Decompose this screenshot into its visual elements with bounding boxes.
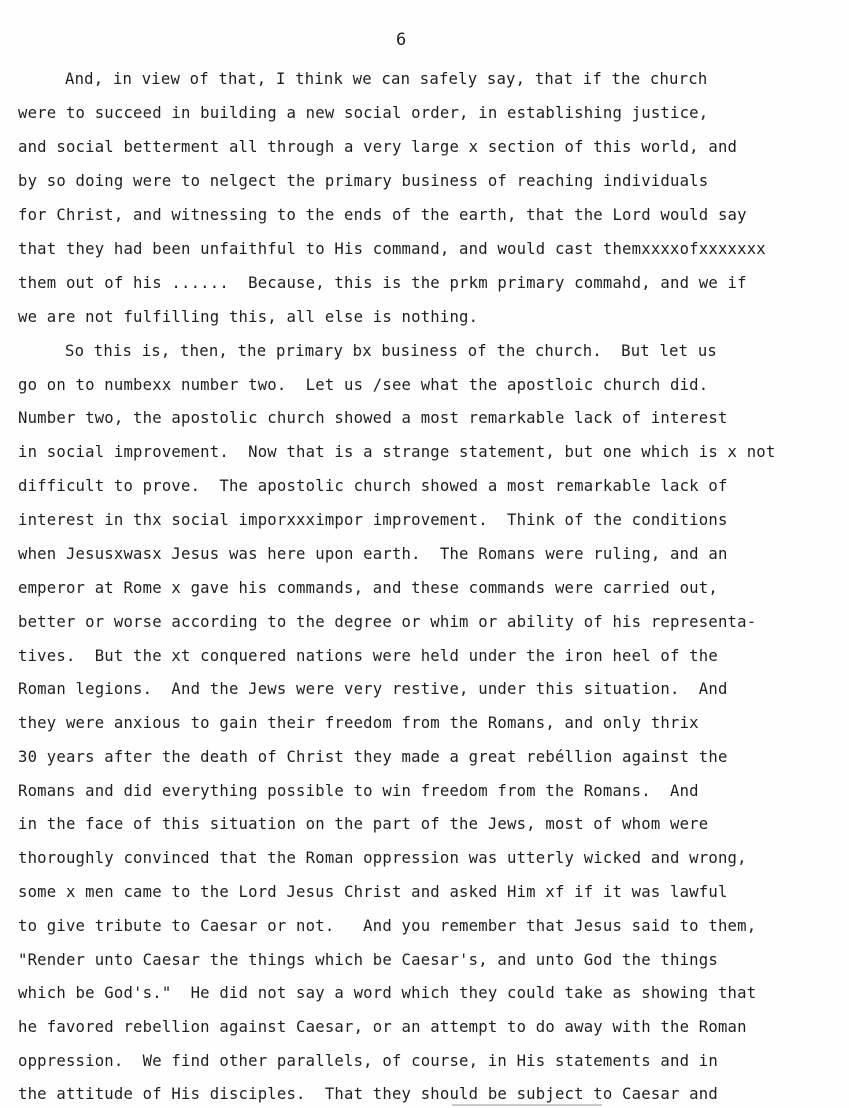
text-line: And, in view of that, I think we can safely say, that if the church: [65, 70, 708, 88]
text-line: the attitude of His disciples. That they should be subject to Caesar and: [18, 1085, 718, 1103]
text-line: So this is, then, the primary bx business of the church. But let us: [65, 342, 717, 360]
text-line: he favored rebellion against Caesar, or an attempt to do away with the Roman: [18, 1018, 747, 1036]
text-line: in social improvement. Now that is a strange statement, but one which is x not: [18, 443, 776, 461]
text-line: that they had been unfaithful to His command, and would cast themxxxxofxxxxxxx: [18, 240, 766, 258]
text-line: interest in thx social imporxxximpor improvement. Think of the conditions: [18, 511, 728, 529]
text-line: tives. But the xt conquered nations were held under the iron heel of the: [18, 647, 718, 665]
text-line: go on to numbexx number two. Let us /see what the apostloic church did.: [18, 376, 709, 394]
text-line: thoroughly convinced that the Roman oppression was utterly wicked and wrong,: [18, 849, 747, 867]
text-line: they were anxious to gain their freedom from the Romans, and only thrix: [18, 714, 699, 732]
text-line: better or worse according to the degree or whim or ability of his representa-: [18, 613, 757, 631]
text-line: 30 years after the death of Christ they made a great rebéllion against the: [18, 748, 728, 766]
text-line: to give tribute to Caesar or not. And you remember that Jesus said to them,: [18, 917, 757, 935]
scan-edge-mark: [452, 1104, 602, 1106]
text-line: Number two, the apostolic church showed a most remarkable lack of interest: [18, 409, 728, 427]
text-line: which be God's." He did not say a word which they could take as showing that: [18, 984, 757, 1002]
text-line: some x men came to the Lord Jesus Christ and asked Him xf if it was lawful: [18, 883, 728, 901]
text-line: difficult to prove. The apostolic church showed a most remarkable lack of: [18, 477, 728, 495]
text-line: them out of his ...... Because, this is the prkm primary commahd, and we if: [18, 274, 747, 292]
text-line: by so doing were to nelgect the primary business of reaching individuals: [18, 172, 709, 190]
text-line: when Jesusxwasx Jesus was here upon earth. The Romans were ruling, and an: [18, 545, 728, 563]
text-line: emperor at Rome x gave his commands, and these commands were carried out,: [18, 579, 718, 597]
text-line: in the face of this situation on the part of the Jews, most of whom were: [18, 815, 709, 833]
page-number: 6: [396, 30, 407, 50]
text-line: for Christ, and witnessing to the ends of the earth, that the Lord would say: [18, 206, 747, 224]
text-line: Roman legions. And the Jews were very restive, under this situation. And: [18, 680, 728, 698]
text-line: oppression. We find other parallels, of course, in His statements and in: [18, 1052, 718, 1070]
text-line: were to succeed in building a new social order, in establishing justice,: [18, 104, 709, 122]
text-line: "Render unto Caesar the things which be Caesar's, and unto God the things: [18, 951, 718, 969]
text-line: we are not fulfilling this, all else is nothing.: [18, 308, 479, 326]
text-line: and social betterment all through a very large x section of this world, and: [18, 138, 738, 156]
text-line: Romans and did everything possible to win freedom from the Romans. And: [18, 782, 699, 800]
